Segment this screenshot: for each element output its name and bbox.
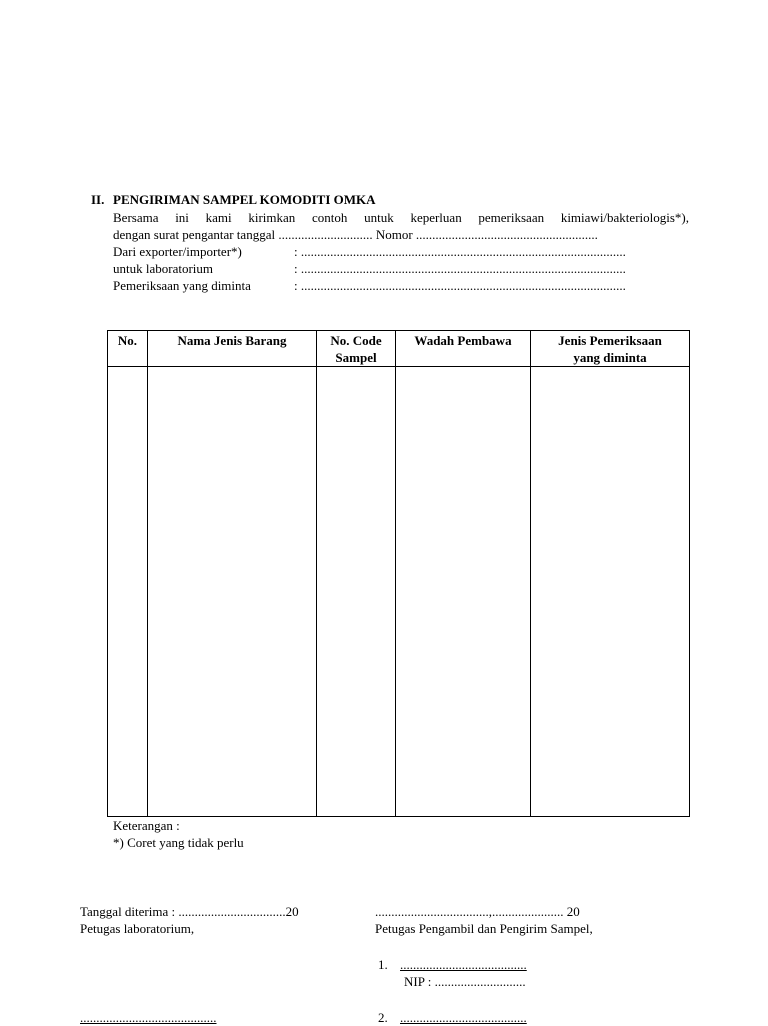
- intro-line-1: Bersama ini kami kirimkan contoh untuk keperluan pemeriksaan kimiawi/bakteriologis*),: [113, 210, 689, 225]
- right-item1-nip: NIP : ............................: [404, 974, 526, 989]
- right-item1-number: 1.: [378, 957, 388, 972]
- table-header-row: [108, 331, 690, 367]
- header-no-code-sampel: [317, 331, 396, 367]
- section-number: II.: [91, 192, 105, 207]
- notes-title: Keterangan :: [113, 818, 180, 833]
- intro-line-2: dengan surat pengantar tanggal ............................. Nomor ........................................................: [113, 227, 598, 242]
- header-wadah-pembawa: [396, 331, 531, 367]
- field-label-exporter: Dari exporter/importer*): [113, 244, 242, 259]
- right-item2-line: .......................................: [400, 1010, 527, 1025]
- header-code-label-1: No. Code: [330, 333, 382, 348]
- header-jenis-label-2: yang diminta: [573, 350, 647, 365]
- header-no: [108, 331, 148, 367]
- header-wadah-label: Wadah Pembawa: [414, 333, 512, 348]
- header-no-label: No.: [117, 333, 138, 348]
- left-name-line: ..........................................: [80, 1010, 217, 1025]
- table-row: [108, 367, 690, 817]
- cell-wadah-pembawa[interactable]: [396, 367, 531, 817]
- cell-no-code-sampel[interactable]: [317, 367, 396, 817]
- header-nama-label: Nama Jenis Barang: [177, 333, 287, 348]
- field-value-pemeriksaan: : ....................................................................................................: [294, 278, 626, 293]
- header-jenis-pemeriksaan: [531, 331, 690, 367]
- left-role: Petugas laboratorium,: [80, 921, 195, 936]
- cell-no[interactable]: [108, 367, 148, 817]
- right-role: Petugas Pengambil dan Pengirim Sampel,: [375, 921, 593, 936]
- sample-table: [107, 330, 690, 817]
- cell-nama-jenis-barang[interactable]: [148, 367, 317, 817]
- section-title: PENGIRIMAN SAMPEL KOMODITI OMKA: [113, 192, 376, 207]
- right-item2-number: 2.: [378, 1010, 388, 1025]
- field-value-exporter: : ....................................................................................................: [294, 244, 626, 259]
- field-label-laboratorium: untuk laboratorium: [113, 261, 214, 276]
- header-nama-jenis-barang: [148, 331, 317, 367]
- right-date: ...................................,...................... 20: [375, 904, 580, 919]
- left-date-received: Tanggal diterima : .................................20: [80, 904, 299, 919]
- field-label-pemeriksaan: Pemeriksaan yang diminta: [113, 278, 251, 293]
- field-value-laboratorium: : ....................................................................................................: [294, 261, 626, 276]
- notes-line-1: *) Coret yang tidak perlu: [113, 835, 244, 850]
- header-jenis-label-1: Jenis Pemeriksaan: [558, 333, 662, 348]
- cell-jenis-pemeriksaan[interactable]: [531, 367, 690, 817]
- right-item1-line: .......................................: [400, 957, 527, 972]
- header-code-label-2: Sampel: [335, 350, 377, 365]
